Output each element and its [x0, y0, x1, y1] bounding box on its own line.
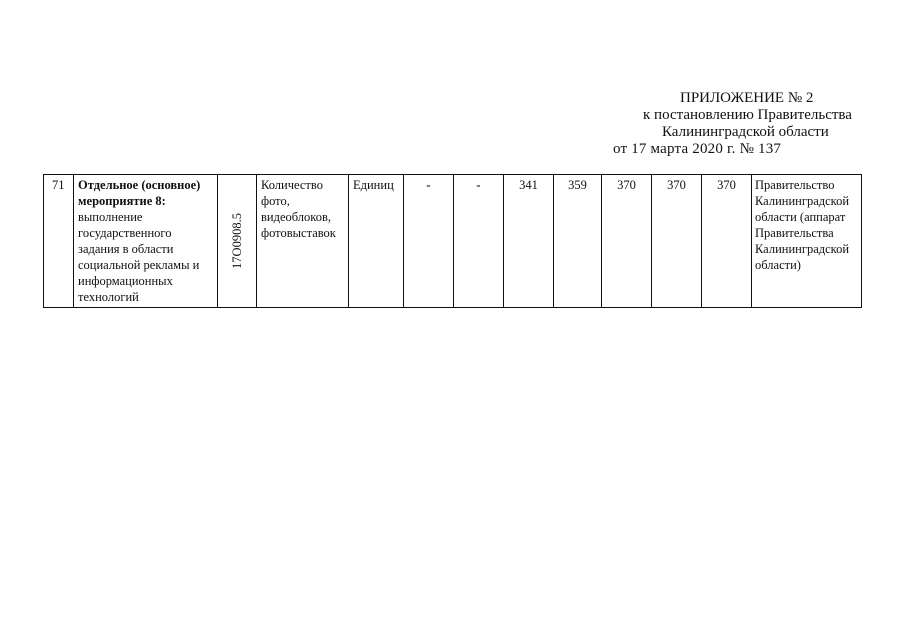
table-row [44, 175, 862, 308]
appendix-date-line: от 17 марта 2020 г. № 137 [613, 141, 782, 157]
appendix-title: ПРИЛОЖЕНИЕ № 2 [680, 90, 814, 106]
value-3: 370 [617, 178, 636, 192]
value-cell-6 [652, 175, 702, 308]
value-cell-1 [404, 175, 454, 308]
measure-description: выполнение государственного задания в области социальной рекламы и информационных технологий [78, 210, 200, 304]
unit-label: Единиц [353, 178, 394, 192]
measures-table [43, 174, 862, 308]
measure-title-line-1: Отдельное (основное) [78, 178, 201, 192]
value-dash-2: - [476, 178, 481, 192]
responsible-org-cell [752, 175, 862, 308]
budget-code: 17О0908.5 [230, 213, 244, 269]
row-number: 71 [52, 178, 65, 192]
row-number-cell [44, 175, 74, 308]
budget-code-cell [218, 175, 257, 308]
unit-cell [349, 175, 404, 308]
value-cell-5 [602, 175, 652, 308]
value-4: 370 [667, 178, 686, 192]
value-cell-2 [454, 175, 504, 308]
value-cell-3 [504, 175, 554, 308]
appendix-region-line: Калининградской области [662, 124, 829, 140]
responsible-org: Правительство Калининградской области (аппарат Правительства Калининградской области) [755, 178, 850, 272]
appendix-subtitle-line: к постановлению Правительства [643, 107, 852, 123]
document-header [0, 0, 905, 170]
value-dash-1: - [426, 178, 431, 192]
measure-title-line-2: мероприятие 8: [78, 194, 166, 208]
value-cell-7 [702, 175, 752, 308]
value-1: 341 [519, 178, 538, 192]
measure-description-cell [74, 175, 218, 308]
value-5: 370 [717, 178, 736, 192]
value-2: 359 [568, 178, 587, 192]
value-cell-4 [554, 175, 602, 308]
indicator-name: Количество фото, видеоблоков, фотовыставок [261, 178, 336, 240]
indicator-cell [257, 175, 349, 308]
